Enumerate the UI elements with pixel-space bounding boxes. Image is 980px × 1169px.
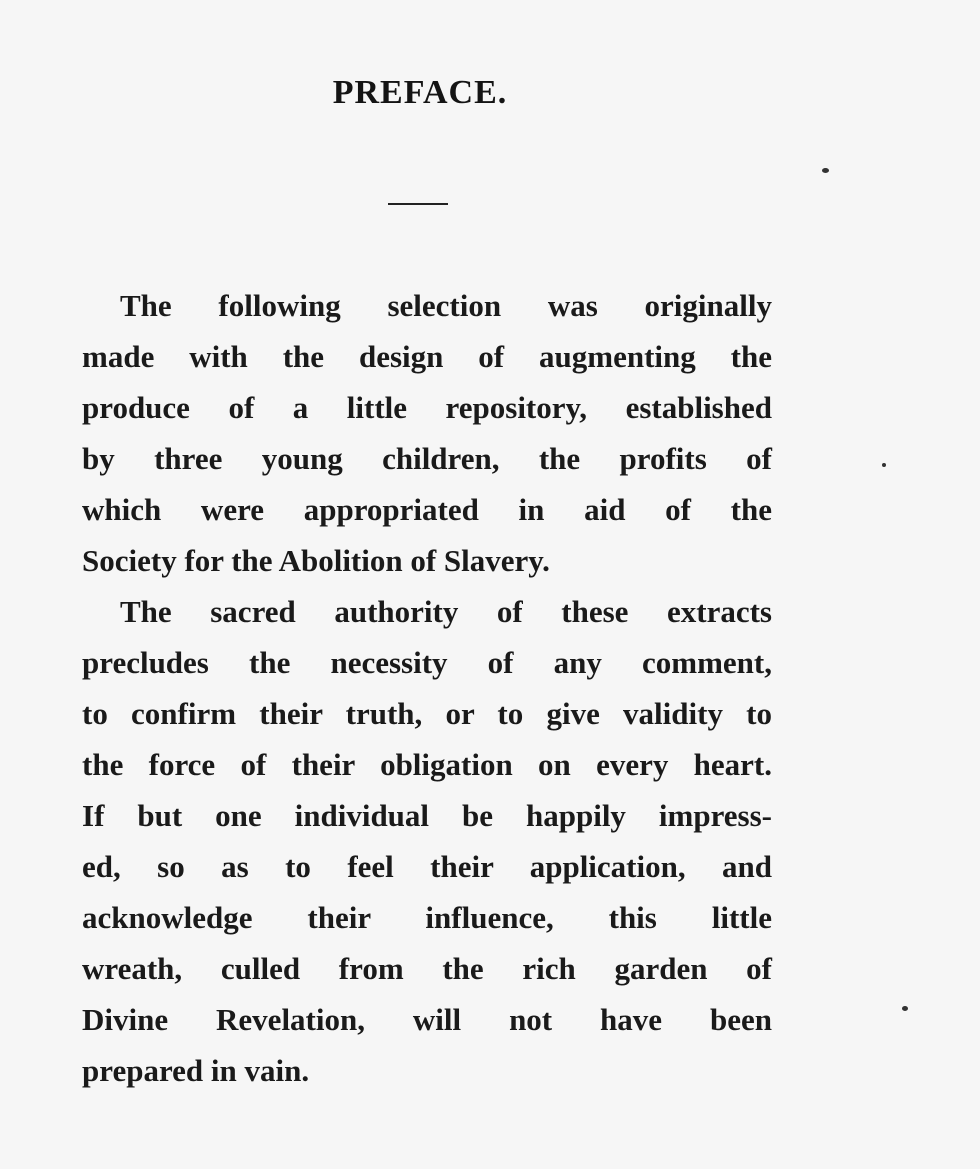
text-line: If but one individual be happily impress-: [82, 798, 772, 833]
page-title: PREFACE.: [332, 74, 508, 111]
text-line: The sacred authority of these extracts: [120, 594, 772, 629]
text-line: acknowledge their influence, this little: [82, 900, 772, 935]
text-line: Society for the Abolition of Slavery.: [82, 543, 550, 578]
text-line: precludes the necessity of any comment,: [82, 645, 772, 680]
ink-speck: [882, 463, 886, 467]
ink-speck: [902, 1006, 908, 1011]
text-line: Divine Revelation, will not have been: [82, 1002, 772, 1037]
text-line: ed, so as to feel their application, and: [82, 849, 772, 884]
title-rule: [388, 203, 448, 205]
text-line: produce of a little repository, established: [82, 390, 772, 425]
text-line: by three young children, the profits of: [82, 441, 772, 476]
text-line: wreath, culled from the rich garden of: [82, 951, 772, 986]
text-line: made with the design of augmenting the: [82, 339, 772, 374]
text-line: the force of their obligation on every heart.: [82, 747, 772, 782]
text-line: The following selection was originally: [120, 288, 772, 323]
ink-speck: [822, 168, 829, 173]
text-line: prepared in vain.: [82, 1053, 310, 1088]
preface-body: [82, 280, 772, 1096]
text-line: to confirm their truth, or to give validity to: [82, 696, 772, 731]
paragraph-1: [82, 280, 772, 586]
text-line: which were appropriated in aid of the: [82, 492, 772, 527]
paragraph-2: [82, 586, 772, 1096]
